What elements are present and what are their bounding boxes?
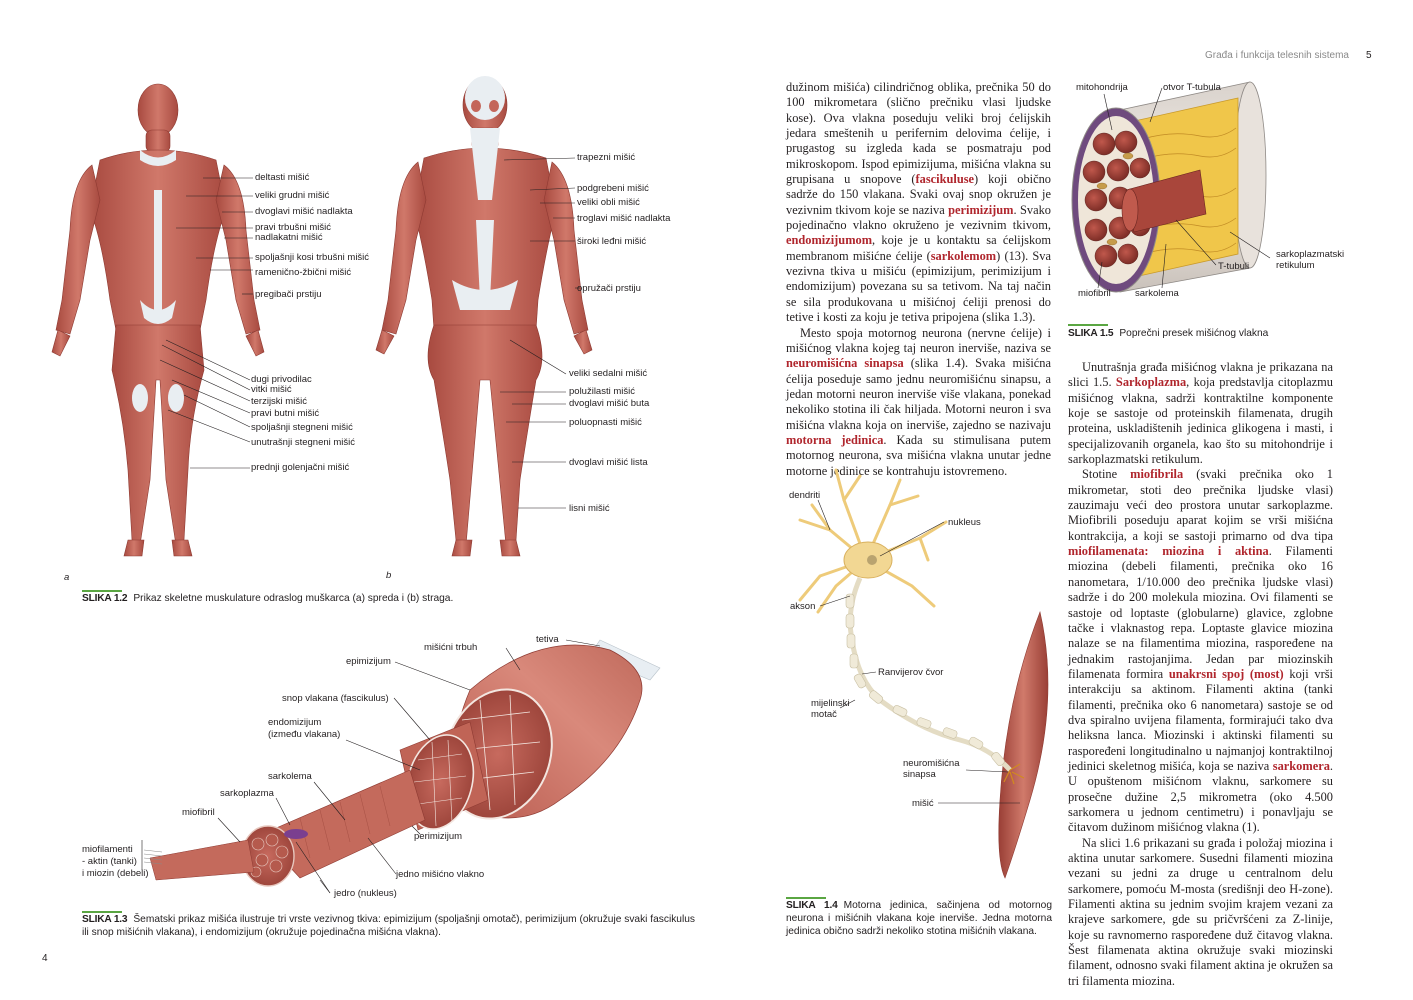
text-run: (svaki prečnika oko 1 mikrometar, stoti deo prečnika ljudske vlasi) zauzimaju veći deo prostora unutar sarkoplazme. Miofibrili poseduju aparat kojim se vrši mišićna kontrakcija, a koji se sastoji primarno od dva tipa (1068, 467, 1333, 543)
text-run: koji vrši interakciju sa aktinom. Filamenti aktina (tanki filamenti, prečnika oko 6 nanometara) sastoje se od dva spiralno uvijena filamenta, formirajući tako dva heliksna lanca. Miozinski i aktinski filamenti su raspoređeni longitudinalno u najmanjoj kontraktilnoj jedinici skeletnog mišića, koja se naziva (1068, 666, 1333, 773)
term-sarkolema: sarkolemom (930, 248, 997, 263)
label-ramenicno-zbicni: rameničnо-žbični mišić (255, 267, 352, 278)
caption-tag: SLIKA 1.2 (82, 593, 128, 604)
label-sarkolema-1-5: sarkolema (1135, 288, 1179, 299)
label-mijelinski: mijelinski (811, 698, 850, 709)
term-perimizijum: perimizijum (948, 202, 1014, 217)
label-pregibaci: pregibači prstiju (255, 289, 322, 300)
label-pravi-trbusni: pravi trbušni mišić (255, 222, 332, 233)
label-jedro: jedro (nukleus) (334, 888, 397, 899)
caption-text: Motorna jedinica, sačinjena od motornog neurona i mišićnih vlakana koje inerviše. Jedna motorna jedinica obično sadrži nekoliko stotina mišićnih vlakana. (786, 900, 1052, 937)
text-run: . U opuštenom mišićnom vlaknu, sarkomere su prosečne dužine 2,5 mikrometra (oko 4.500 sarkomera u jednom centimetru) i ponavljaju se čitavom dužinom mišićnog vlakna (1). (1068, 758, 1333, 835)
label-akson: akson (790, 601, 816, 612)
label-veliki-obli: veliki obli mišić (577, 197, 640, 208)
label-miofilamenti: miofilamenti (82, 844, 133, 855)
term-endomizijum: endomizijumom (786, 233, 873, 248)
label-endomizijum-note: (između vlakana) (268, 729, 341, 740)
label-retikulum: retikulum (1276, 260, 1315, 271)
text-run: Unutrašnja građa mišićnog vlakna je prikazana na slici 1.5. (1068, 360, 1333, 390)
label-nadlakatni: nadlakatni mišić (255, 232, 323, 243)
label-tetiva: tetiva (536, 634, 559, 645)
text-run: (slika 1.4). Svaka mišićna ćelija poseduje samo jednu neuromišićnu sinapsu, a jedan motorni neuron inerviše više vlakana, ponekad nekoliko stotina ili čak hiljada. Motorni neuron i sva mišićna vlakna koja on inerviše, zajedno se nazivaju (786, 356, 1051, 432)
running-header: Građa i funkcija telesnih sistema (1205, 50, 1349, 61)
label-sarkolema: sarkolema (268, 771, 312, 782)
label-dvoglavi-nadlakta: dvoglavi mišić nadlakta (255, 206, 353, 217)
label-perimizijum: perimizijum (414, 831, 463, 842)
caption-tag: SLIKA 1.5 (1068, 328, 1114, 339)
term-motorna-jedinica: motorna jedinica (786, 432, 884, 447)
page-number-left: 4 (42, 953, 48, 964)
label-dugi-privodilac: dugi privodilac (251, 374, 312, 385)
label-motac: motač (811, 709, 837, 720)
label-ranvijerov: Ranvijerov čvor (878, 667, 944, 678)
caption-text: Šematski prikaz mišića ilustruje tri vrste vezivnog tkiva: epimizijum (spoljašnji omotač), perimizijum (okružuje svaki fascikulus ili snop mišićnih vlakana), i endomizijum (okružuje pojedinačna mišićna vlakna). (82, 914, 695, 938)
term-sarkoplazma: Sarkoplazma (1115, 375, 1187, 390)
text-run: ) koji obično sadrže do 150 vlakana. Svaki ovaj snop okružen je vezivnim tkivom koje se naziva (786, 172, 1051, 217)
text-run: . Svako pojedinačno vlakno okruženo je vezivnim tkivom, (786, 202, 1051, 233)
caption-tag: SLIKA 1.3 (82, 914, 128, 925)
label-aktin: - aktin (tanki) (82, 856, 137, 867)
label-dvoglavi-buta: dvoglavi mišić buta (569, 398, 650, 409)
paragraph-sarcomere: Na slici 1.6 prikazani su građa i položaj miozina i aktina unutar sarkomere. Susedni filamenti miozina vezani su jedni za druge u centralnom delu sarkomere, pomoću M-mosta (središnji deo H-zone). Filamenti aktina su jednim svojim krajem vezani za krajeve sarkomere, gde su pričvršćeni za Z-linije, koje su ravnomerno raspoređene duž čitavog vlakna. Šest filamenata aktina okružuje svaki miozinski filament, odnosno svaki filament aktina je okružen sa tri filamenta miozina. (1068, 835, 1333, 988)
label-dvoglavi-lista: dvoglavi mišić lista (569, 457, 648, 468)
caption-text: Poprečni presek mišićnog vlakna (1119, 328, 1269, 339)
paragraph-myofibrils (1068, 467, 1333, 835)
label-misic: mišić (912, 798, 934, 809)
label-podgrebeni: podgrebeni mišić (577, 183, 649, 194)
term-miofibrila: miofibrila (1130, 467, 1184, 482)
label-terzijski: terzijski mišić (251, 396, 307, 407)
text-run: dužinom mišića) cilindričnog oblika, prečnika 50 do 100 mikrometara (slično prečniku vlasi ljudske kose). Ova vlakna poseduju veliki broj ćelijskih jedara smeštenih u perifernim delovima ćelije, i prugastog su izgleda kada se posmatraju pod mikroskopom. Ispod epimizijuma, mišićna vlakna su grupisana u snopove ( (786, 80, 1051, 187)
term-fascikuluse: fascikuluse (915, 172, 975, 187)
label-misicni-trbuh: mišićni trbuh (424, 642, 478, 653)
text-run: ) (13). Sva vezivna tkiva u mišiću (epimizijum, perimizijum i endomizijum) povezana su sa tetivom. Na taj način se sila produkovana u mišićnoj ćeliji prenosi do tetive i kosti za koju je tetiva pripojena (slika 1.3). (786, 248, 1051, 325)
label-snop-vlakana: snop vlakana (fascikulus) (282, 693, 389, 704)
term-sarkomera: sarkomera (1272, 758, 1330, 773)
text-run: Mesto spoja motornog neurona (nervne ćelije) i mišićnog vlakna kojeg taj neuron inerviše, naziva se (786, 325, 1051, 355)
caption-text: Prikaz skeletne muskulature odraslog muškarca (a) spreda i (b) straga. (133, 593, 454, 604)
label-sinapsa: sinapsa (903, 769, 936, 780)
text-run: Stotine (1082, 467, 1131, 482)
label-siroki-ledni: široki leđni mišić (577, 236, 647, 247)
label-sarkoplazma: sarkoplazma (220, 788, 274, 799)
label-neuromisicna: neuromišićna (903, 758, 960, 769)
label-opruzaci: opružači prstiju (577, 283, 641, 294)
label-pravi-butni: pravi butni mišić (251, 408, 320, 419)
term-neuromisicna-sinapsa: neuromišićna sinapsa (786, 356, 904, 371)
label-miozin: i miozin (debeli) (82, 868, 149, 879)
text-run: , koja predstavlja citoplazmu mišićnog vlakna, sadrži kontraktilne komponente koje se sastoje od proteinskih filamenata, drugih proteina, uskladištenih jedinica glikogena i masti, i specijalizovanih organela, kao što su mitohondrije i sarkoplazmatski retikulum. (1068, 375, 1333, 467)
caption-tag: SLIKA 1.4 (786, 900, 838, 911)
label-miofibril-1-5: miofibril (1078, 288, 1111, 299)
term-miofilamenata: miofilamenata: miozina i aktina (1068, 544, 1269, 559)
label-prednji-golenjacni: prednji golenjačni mišić (251, 462, 350, 473)
label-deltasti: deltasti mišić (255, 172, 310, 183)
paragraph-sarcoplasm (1068, 360, 1333, 467)
label-mitohondrija: mitohondrija (1076, 82, 1128, 93)
column-text-fiber-structure (1068, 360, 1333, 989)
label-vitki: vitki mišić (251, 384, 292, 395)
label-troglavi: troglavi mišić nadlakta (577, 213, 671, 224)
text-run: , koje je u kontaktu sa ćelijskom membranom mišićne ćelije ( (786, 233, 1051, 263)
page-number-right: 5 (1366, 50, 1372, 61)
label-endomizijum: endomizijum (268, 717, 322, 728)
label-spoljasnji-stegneni: spoljašnji stegneni mišić (251, 422, 353, 433)
label-veliki-sedalni: veliki sedalni mišić (569, 368, 648, 379)
label-sarkoplazmatski: sarkoplazmatski (1276, 249, 1345, 260)
term-unakrsni-spoj: unakrsni spoj (most) (1168, 666, 1284, 681)
text-run: . Filamenti miozina (debeli filamenti, prečnika oko 16 nanometara, 1/10.000 deo prečnika ljudske vlasi) sadrže i do 200 molekula miozina. Ovi filamenti se sastoje od loptaste (globularne) glavice, zglobne tačke i vlaknastog repa. Loptaste glavice miozina nalaze se na filamentima miozina, raspoređene na jednakim rastojanjima. Jedan par miozinskih filamenata formira (1068, 544, 1333, 681)
label-nukleus: nukleus (948, 517, 981, 528)
label-poluzilasti: polužilasti mišić (569, 386, 635, 397)
label-spoljasnji-kosi: spoljašnji kosi trbušni mišić (255, 252, 370, 263)
label-dendriti: dendriti (789, 490, 821, 501)
label-t-tubuli: T-tubuli (1218, 261, 1250, 272)
label-lisni: lisni mišić (569, 503, 610, 514)
label-veliki-grudni: veliki grudni mišić (255, 190, 330, 201)
label-jedno-vlakno: jedno mišićno vlakno (396, 869, 485, 880)
caption-bar-1-5 (1068, 324, 1108, 326)
label-miofibril: miofibril (182, 807, 215, 818)
label-epimizijum: epimizijum (346, 656, 391, 667)
text-run: . Kada su stimulisana putem motornog neurona, sva mišićna vlakna unutar jedne motorne jedinice se kontrahuju istovremeno. (786, 432, 1052, 478)
figure-letter-a: a (64, 572, 70, 583)
label-poluopnasti: poluopnasti mišić (569, 417, 642, 428)
label-otvor-t-tubula: otvor T-tubula (1163, 82, 1221, 93)
caption-figure-1-5 (1068, 327, 1348, 340)
label-unutrasnji-stegneni: unutrašnji stegneni mišić (251, 437, 356, 448)
figure-letter-b: b (386, 570, 392, 581)
label-trapezni: trapezni mišić (577, 152, 636, 163)
